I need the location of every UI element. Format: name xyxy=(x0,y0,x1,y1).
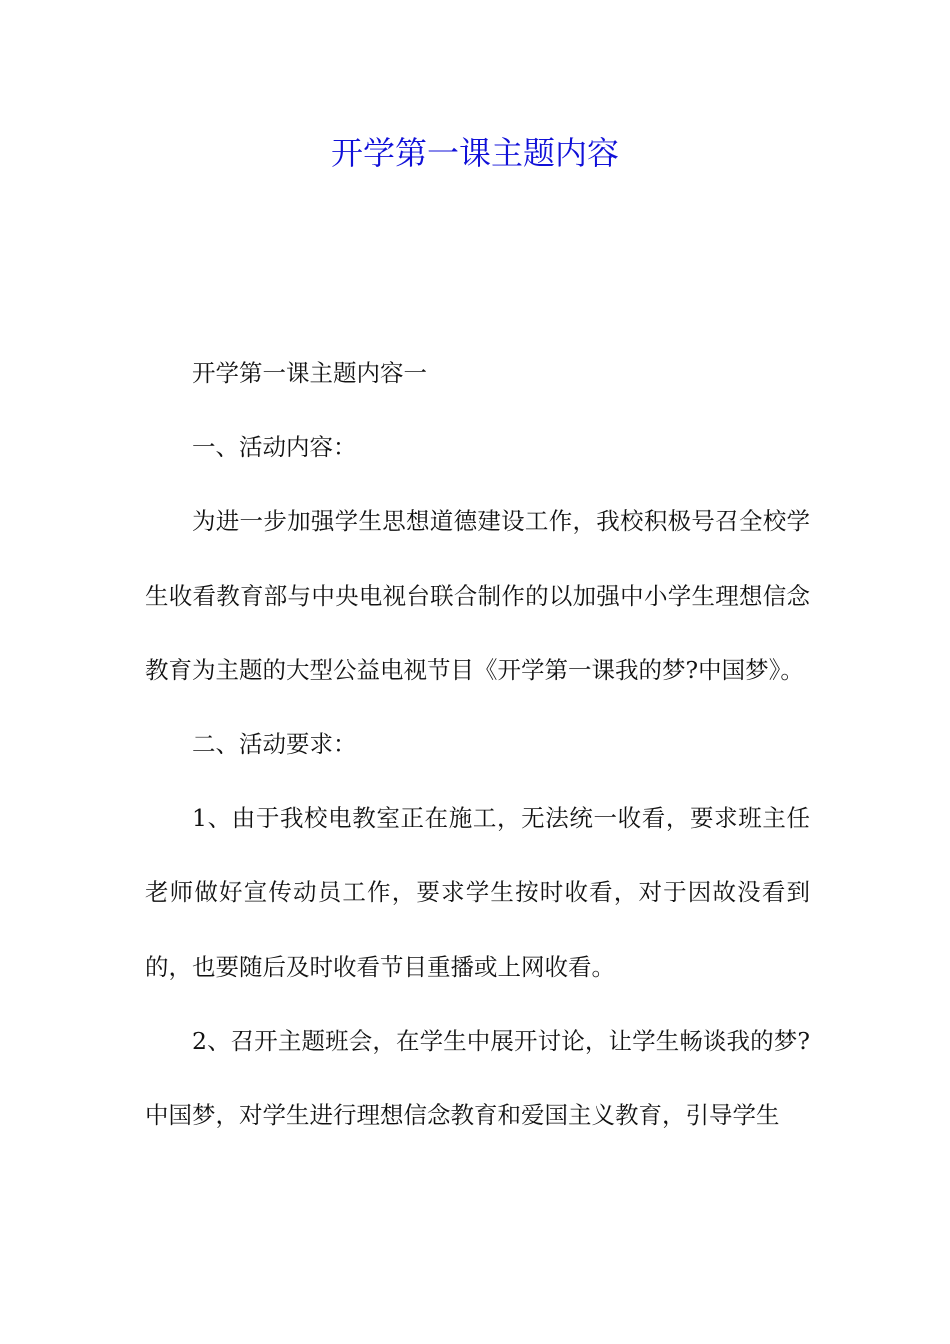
section-heading: 开学第一课主题内容一 xyxy=(192,359,427,387)
activity-content-heading: 一、活动内容： xyxy=(192,433,357,462)
activity-requirements-heading: 二、活动要求： xyxy=(192,730,357,759)
document-title: 开学第一课主题内容 xyxy=(330,134,619,172)
activity-content-paragraph: 为进一步加强学生思想道德建设工作，我校积极号召全校学生收看教育部与中央电视台联合制作的以加强中小学生理想信念教育为主题的大型公益电视节目《开学第一课我的梦?中国梦》。 xyxy=(145,507,810,684)
document-body xyxy=(145,336,810,1152)
requirement-item-2: 2、召开主题班会，在学生中展开讨论，让学生畅谈我的梦?中国梦，对学生进行理想信念教育和爱国主义教育，引导学生 xyxy=(145,1026,810,1130)
requirement-item-1: 1、由于我校电教室正在施工，无法统一收看，要求班主任老师做好宣传动员工作，要求学生按时收看，对于因故没看到的，也要随后及时收看节目重播或上网收看。 xyxy=(145,804,810,981)
